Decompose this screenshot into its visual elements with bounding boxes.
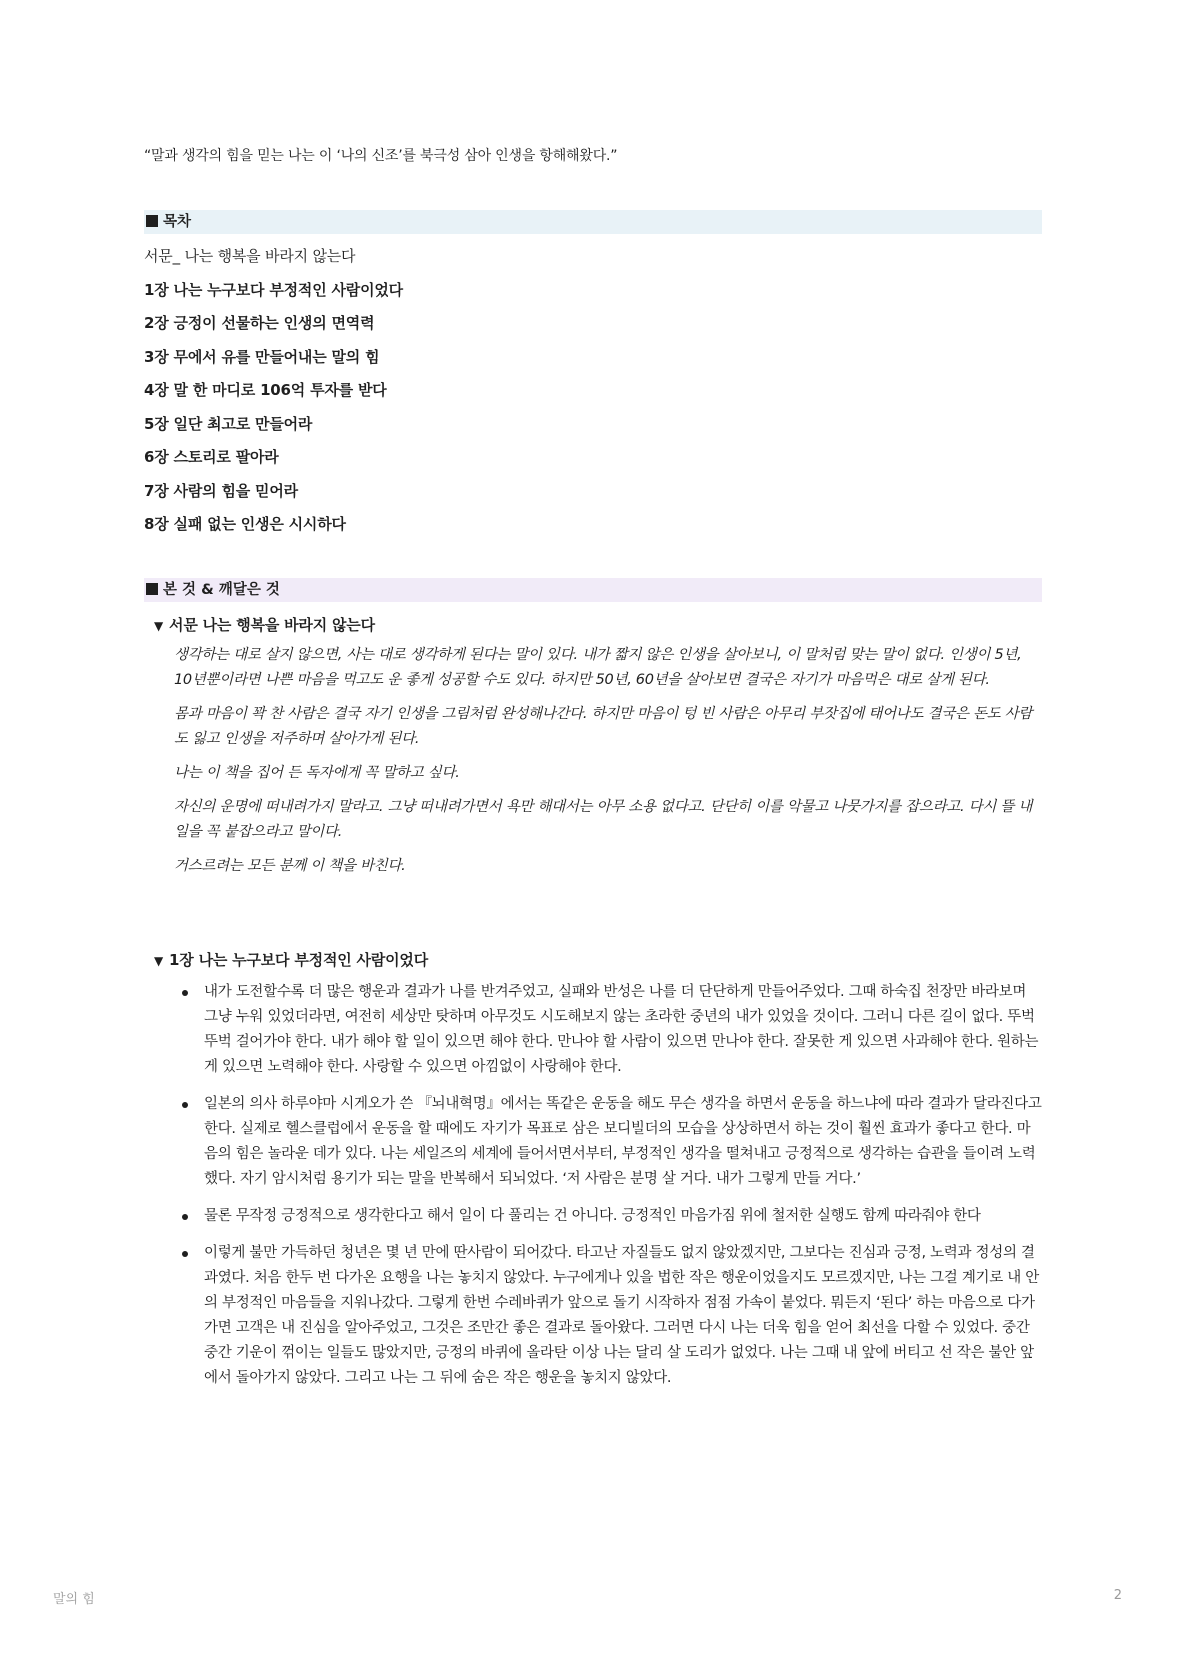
preface-paragraph: 자신의 운명에 떠내려가지 말라고. 그냥 떠내려가면서 욕만 해대서는 아무 소용 없다고. 단단히 이를 악물고 나뭇가지를 잡으라고. 다시 뜰 내일을 꼭 붙잡으라고 말이다. (174, 799, 1033, 840)
toc-item: 5장 일단 최고로 만들어라 (144, 414, 313, 433)
toc-item: 6장 스토리로 팔아라 (144, 448, 279, 466)
toggle-chapter-1-label: 1장 나는 누구보다 부정적인 사람이었다 (169, 951, 428, 969)
triangle-down-icon: ▼ (154, 619, 164, 633)
toggle-preface[interactable] (154, 614, 375, 635)
toc-heading-label: 목차 (163, 214, 192, 230)
page-number: 2 (1113, 1588, 1122, 1603)
list-item: 내가 도전할수록 더 많은 행운과 결과가 나를 반겨주었고, 실패와 반성은 나를 더 단단하게 만들어주었다. 그때 하숙집 천장만 바라보며 그냥 누워 있었더라면, 여전히 세상만 탓하며 아무것도 시도해보지 않는 초라한 중년의 내가 있었을 것이다. 그러니 다른 길이 없다. 뚜벅뚜벅 걸어가야 한다. 내가 해야 할 일이 있으면 해야 한다. 만나야 할 사람이 있으면 만나야 한다. 잘못한 게 있으면 사과해야 한다. 원하는 게 있으면 노력해야 한다. 사랑할 수 있으면 아낌없이 사랑해야 한다. (174, 980, 1042, 1080)
list-item: 물론 무작정 긍정적으로 생각한다고 해서 일이 다 풀리는 건 아니다. 긍정적인 마음가짐 위에 철저한 실행도 함께 따라줘야 한다 (174, 1204, 1042, 1229)
triangle-down-icon: ▼ (154, 954, 164, 968)
list-item: 일본의 의사 하루야마 시게오가 쓴 『뇌내혁명』에서는 똑같은 운동을 해도 무슨 생각을 하면서 운동을 하느냐에 따라 결과가 달라진다고 한다. 실제로 헬스클럽에서 운동을 할 때에도 자기가 목표로 삼은 보디빌더의 모습을 상상하면서 하는 것이 훨씬 효과가 좋다고 한다. 마음의 힘은 놀라운 데가 있다. 나는 세일즈의 세계에 들어서면서부터, 부정적인 생각을 떨쳐내고 긍정적으로 생각하는 습관을 들이려 노력했다. 자기 암시처럼 용기가 되는 말을 반복해서 되뇌었다. ‘저 사람은 분명 살 거다. 내가 그렇게 만들 거다.’ (174, 1092, 1042, 1192)
preface-paragraph: 거스르려는 모든 분께 이 책을 바친다. (174, 858, 406, 874)
toggle-preface-label: 서문 나는 행복을 바라지 않는다 (169, 616, 375, 634)
preface-excerpt (174, 643, 1042, 888)
toc-item: 서문_ 나는 행복을 바라지 않는다 (144, 247, 356, 265)
toc-heading (144, 210, 1042, 234)
toc-item: 7장 사람의 힘을 믿어라 (144, 481, 298, 500)
square-icon (146, 215, 158, 227)
preface-paragraph: 몸과 마음이 꽉 찬 사람은 결국 자기 인생을 그림처럼 완성해나간다. 하지만 마음이 텅 빈 사람은 아무리 부잣집에 태어나도 결국은 돈도 사람도 잃고 인생을 저주하며 살아가게 된다. (174, 706, 1033, 747)
toc-item: 2장 긍정이 선물하는 인생의 면역력 (144, 314, 375, 332)
toc-item: 3장 무에서 유를 만들어내는 말의 힘 (144, 347, 380, 366)
preface-paragraph: 나는 이 책을 집어 든 독자에게 꼭 말하고 싶다. (174, 765, 460, 781)
square-icon (146, 583, 158, 595)
chapter-1-notes (174, 980, 1042, 1403)
toc-item: 4장 말 한 마디로 106억 투자를 받다 (144, 381, 387, 399)
toggle-chapter-1[interactable] (154, 949, 428, 970)
toc-item: 8장 실패 없는 인생은 시시하다 (144, 515, 346, 533)
table-of-contents (144, 244, 403, 546)
toc-item: 1장 나는 누구보다 부정적인 사람이었다 (144, 280, 403, 299)
footer-title: 말의 힘 (53, 1592, 95, 1607)
preface-paragraph: 생각하는 대로 살지 않으면, 사는 대로 생각하게 된다는 말이 있다. 내가 짧지 않은 인생을 살아보니, 이 말처럼 맞는 말이 없다. 인생이 5년, 10년뿐이라면 나쁜 마음을 먹고도 운 좋게 성공할 수도 있다. 하지만 50년, 60년을 살아보면 결국은 자기가 마음먹은 대로 살게 된다. (174, 647, 1022, 688)
notes-heading-label: 본 것 & 깨달은 것 (163, 582, 280, 598)
epigraph-quote: “말과 생각의 힘을 믿는 나는 이 ‘나의 신조’를 북극성 삼아 인생을 항해해왔다.” (144, 148, 618, 164)
list-item: 이렇게 불만 가득하던 청년은 몇 년 만에 딴사람이 되어갔다. 타고난 자질들도 없지 않았겠지만, 그보다는 진심과 긍정, 노력과 정성의 결과였다. 처음 한두 번 다가온 요행을 나는 놓치지 않았다. 누구에게나 있을 법한 작은 행운이었을지도 모르겠지만, 나는 그걸 계기로 내 안의 부정적인 마음들을 지워나갔다. 그렇게 한번 수레바퀴가 앞으로 돌기 시작하자 점점 가속이 붙었다. 뭐든지 ‘된다’ 하는 마음으로 다가가면 고객은 내 진심을 알아주었고, 그것은 조만간 좋은 결과로 돌아왔다. 그러면 다시 나는 더욱 힘을 얻어 최선을 다할 수 있었다. 중간중간 기운이 꺾이는 일들도 많았지만, 긍정의 바퀴에 올라탄 이상 나는 달리 살 도리가 없었다. 나는 그때 내 앞에 버티고 선 작은 불안 앞에서 돌아가지 않았다. 그리고 나는 그 뒤에 숨은 작은 행운을 놓치지 않았다. (174, 1241, 1042, 1391)
notes-heading (144, 578, 1042, 602)
